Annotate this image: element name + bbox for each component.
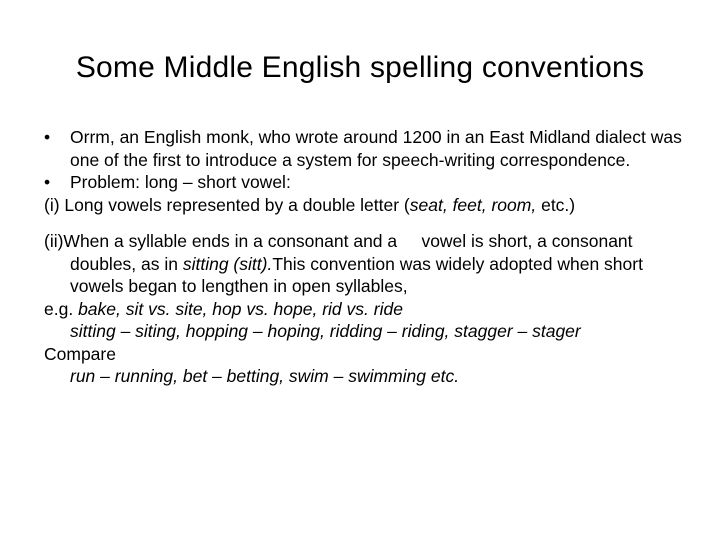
- pairs-examples: sitting – siting, hopping – hoping, ridding – riding, stagger – stager: [70, 321, 581, 341]
- slide-title: Some Middle English spelling conventions: [75, 51, 645, 84]
- eg-line: [44, 298, 694, 321]
- bullet-orrm: [44, 126, 694, 171]
- bullet-text: Orrm, an English monk, who wrote around 1200 in an East Midland dialect was one of the first to introduce a system for speech-writing correspondence.: [70, 127, 682, 170]
- bullet-text: Problem: long – short vowel:: [70, 172, 291, 192]
- point-i-examples: seat, feet, room,: [409, 194, 537, 215]
- compare-examples: run – running, bet – betting, swim – swimming etc.: [70, 366, 460, 386]
- spacer: [44, 216, 694, 230]
- bullet-problem: [44, 171, 694, 194]
- point-ii-part1: (ii)When a syllable ends in a consonant and a vowel is short, a consonant doubles, as in: [44, 231, 633, 274]
- point-ii-example: sitting (sitt).: [182, 253, 273, 274]
- point-i-prefix: (i) Long vowels represented by a double letter (: [44, 194, 410, 215]
- slide-body: [44, 126, 694, 388]
- point-ii-part2: This convention was widely adopted when short vowels began to lengthen in open syllables,: [70, 253, 643, 296]
- point-i-suffix: etc.): [536, 194, 576, 215]
- eg-prefix: e.g.: [44, 298, 79, 319]
- compare-line: [44, 365, 694, 388]
- pairs-line: [44, 320, 694, 343]
- bullet-marker: •: [44, 127, 51, 147]
- point-i: [44, 194, 694, 217]
- compare-label: Compare: [44, 343, 116, 364]
- point-ii: [44, 230, 694, 298]
- eg-examples: bake, sit vs. site, hop vs. hope, rid vs. ride: [78, 298, 403, 319]
- bullet-marker: •: [44, 172, 51, 192]
